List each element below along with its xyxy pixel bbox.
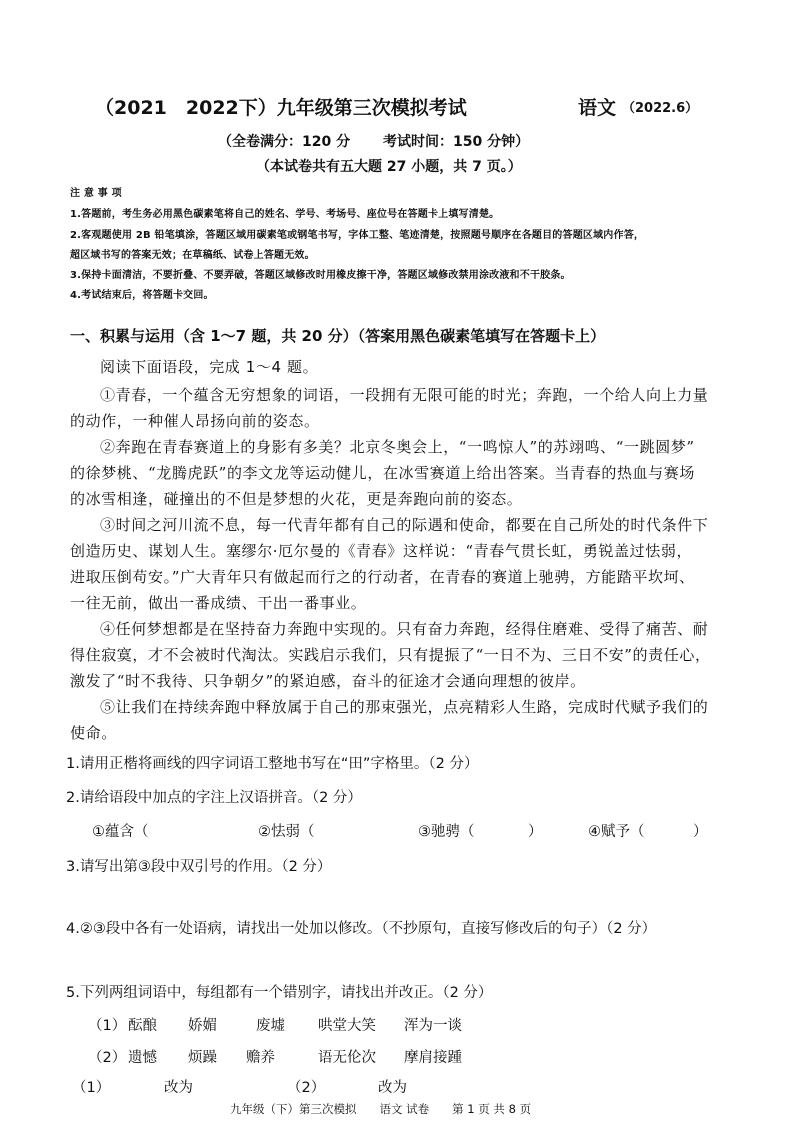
answer-label: （2）	[287, 1080, 326, 1096]
question-3: 3.请写出第③段中双引号的作用。（2 分）	[66, 859, 332, 875]
change-to-label: 改为	[164, 1080, 193, 1096]
word-item: 废墟	[256, 1018, 285, 1034]
answer-label: （1）	[72, 1080, 111, 1096]
passage-line: 创造历史、谋划人生。塞缪尔·厄尔曼的《青春》这样说：“青春气贯长虹，勇锐盖过怯弱，	[70, 542, 693, 560]
notice-item: 1.答题前，考生务必用黑色碳素笔将自己的姓名、学号、考场号、座位号在答题卡上填写清楚。	[70, 209, 500, 220]
word-item: 赡养	[246, 1050, 275, 1066]
word-item: 遗憾	[128, 1050, 157, 1066]
notice-heading: 注 意 事 项	[70, 188, 122, 199]
passage-line: 得住寂寞，才不会被时代淘汰。实践启示我们，只有提振了“一日不为、三日不安”的责任心，	[70, 646, 711, 664]
reading-intro: 阅读下面语段，完成 1～4 题。	[100, 358, 319, 376]
exam-title: （2021 2022下）九年级第三次模拟考试	[95, 97, 467, 119]
word-item: 浑为一谈	[404, 1018, 462, 1034]
notice-item: 超区域书写的答案无效；在草稿纸、试卷上答题无效。	[70, 250, 315, 261]
pinyin-close-paren: ）	[528, 824, 543, 840]
exam-date: （2022.6）	[622, 101, 699, 116]
word-row-label: （2）	[88, 1050, 127, 1066]
passage-line: ⑤让我们在持续奔跑中释放属于自己的那束强光，点亮精彩人生路，完成时代赋予我们的	[100, 698, 709, 716]
passage-line: ①青春，一个蕴含无穷想象的词语，一段拥有无限可能的时光；奔跑，一个给人向上力量	[100, 386, 709, 404]
pinyin-item-2: ②怯弱（	[258, 824, 315, 840]
word-item: 酝酿	[128, 1018, 157, 1034]
question-5: 5.下列两组词语中，每组都有一个错别字，请找出并改正。（2 分）	[66, 985, 493, 1001]
word-item: 哄堂大笑	[318, 1018, 376, 1034]
notice-item: 3.保持卡面清洁，不要折叠、不要弄破，答题区域修改时用橡皮擦干净，答题区域修改禁用涂改液和不干胶条。	[70, 270, 571, 281]
notice-item: 4.考试结束后，将答题卡交回。	[70, 290, 214, 301]
word-row-label: （1）	[88, 1018, 127, 1034]
passage-line: 激发了“时不我待、只争朝夕”的紧迫感，奋斗的征途才会通向理想的彼岸。	[70, 672, 586, 690]
word-item: 摩肩接踵	[404, 1050, 462, 1066]
passage-line: 的动作，一种催人昂扬向前的姿态。	[70, 412, 320, 430]
pinyin-close-paren: ）	[693, 824, 708, 840]
pinyin-item-3: ③驰骋（	[418, 824, 475, 840]
passage-line: 一往无前，做出一番成绩、干出一番事业。	[70, 594, 367, 612]
passage-line: 的徐梦桃、“龙腾虎跃”的李文龙等运动健儿，在冰雪赛道上给出答案。当青春的热血与赛场	[70, 464, 695, 482]
pinyin-item-1: ①蕴含（	[92, 824, 149, 840]
passage-line: 进取压倒苟安。”广大青年只有做起而行之的行动者，在青春的赛道上驰骋，方能踏平坎坷、	[70, 568, 695, 586]
pinyin-item-4: ④赋予（	[588, 824, 645, 840]
page-footer: 九年级（下）第三次模拟 语文 试卷 第 1 页 共 8 页	[230, 1102, 532, 1116]
question-4: 4.②③段中各有一处语病，请找出一处加以修改。（不抄原句，直接写修改后的句子）（2 分）	[66, 921, 657, 937]
passage-line: 的冰雪相逢，碰撞出的不但是梦想的火花，更是奔跑向前的姿态。	[70, 490, 523, 508]
passage-line: ④任何梦想都是在坚持奋力奔跑中实现的。只有奋力奔跑，经得住磨难、受得了痛苦、耐	[100, 620, 709, 638]
subject-label: 语文	[578, 97, 617, 119]
word-item: 娇媚	[188, 1018, 217, 1034]
scope-line: （本试卷共有五大题 27 小题，共 7 页。）	[256, 159, 522, 175]
change-to-label: 改为	[378, 1080, 407, 1096]
question-1: 1.请用正楷将画线的四字词语工整地书写在“田”字格里。（2 分）	[66, 756, 479, 772]
word-item: 烦躁	[188, 1050, 217, 1066]
passage-line: 使命。	[70, 724, 117, 742]
notice-item: 2.客观题使用 2B 铅笔填涂，答题区域用碳素笔或钢笔书写，字体工整、笔迹清楚，按照题号顺序在各题目的答题区域内作答，	[70, 230, 645, 241]
passage-line: ③时间之河川流不息，每一代青年都有自己的际遇和使命，都要在自己所处的时代条件下	[100, 516, 709, 534]
question-2: 2.请给语段中加点的字注上汉语拼音。（2 分）	[66, 790, 362, 806]
score-time-line: （全卷满分：120 分 考试时间：150 分钟）	[218, 134, 530, 150]
passage-line: ②奔跑在青春赛道上的身影有多美？北京冬奥会上，“一鸣惊人”的苏翊鸣、“一跳圆梦”	[100, 438, 695, 456]
word-item: 语无伦次	[318, 1050, 376, 1066]
section-heading: 一、积累与运用（含 1～7 题，共 20 分）（答案用黑色碳素笔填写在答题卡上）	[70, 327, 606, 345]
